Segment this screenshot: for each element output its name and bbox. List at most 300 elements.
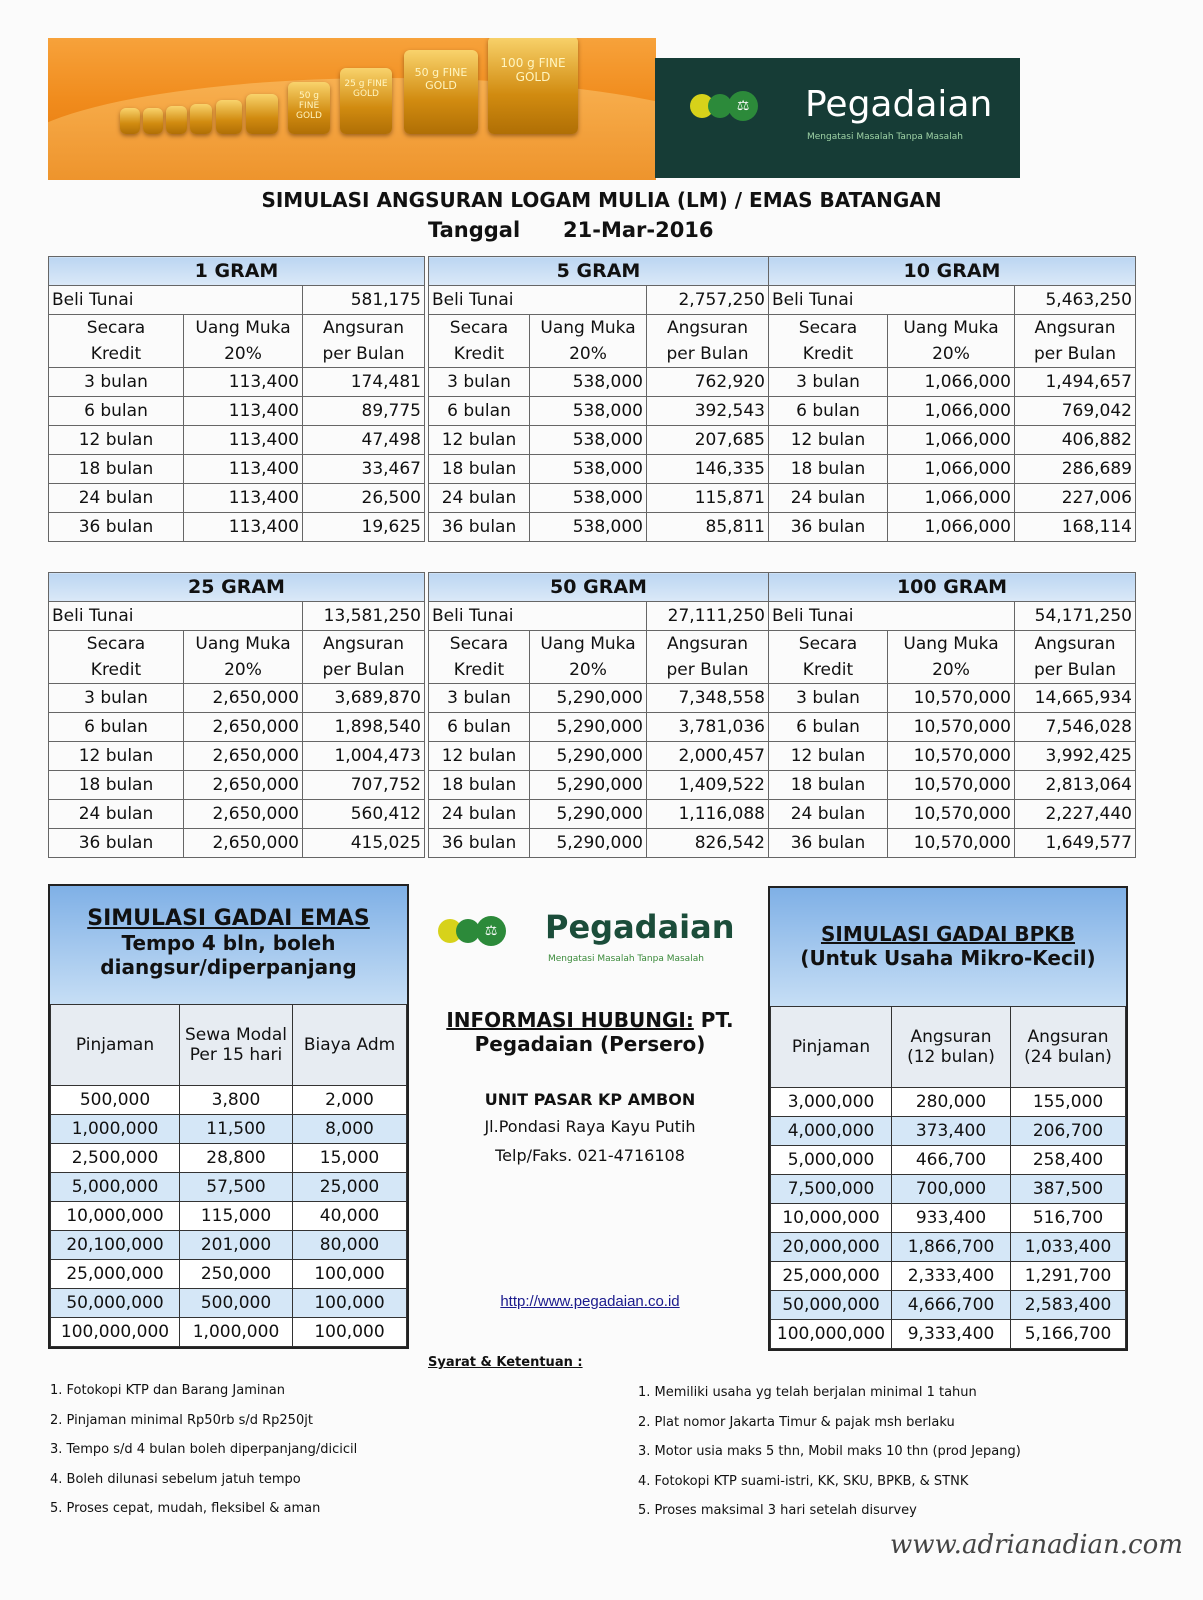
- col-header: Secara Kredit: [49, 315, 184, 368]
- loan-amount: 25,000,000: [51, 1260, 180, 1289]
- date-value: 21-Mar-2016: [563, 218, 714, 242]
- down-payment: 113,400: [184, 397, 303, 426]
- monthly-installment: 33,467: [303, 455, 425, 484]
- down-payment: 538,000: [530, 484, 647, 513]
- loan-amount: 4,000,000: [771, 1117, 892, 1146]
- monthly-installment: 406,882: [1015, 426, 1136, 455]
- brand-tagline: Mengatasi Masalah Tanpa Masalah: [548, 954, 704, 964]
- loan-amount: 5,000,000: [51, 1173, 180, 1202]
- terms-item: 2. Pinjaman minimal Rp50rb s/d Rp250jt: [50, 1412, 313, 1428]
- terms-item: 3. Motor usia maks 5 thn, Mobil maks 10 thn (prod Jepang): [638, 1444, 1021, 1459]
- value-col-2: 1,000,000: [180, 1318, 293, 1347]
- monthly-installment: 14,665,934: [1015, 684, 1136, 713]
- tenor: 36 bulan: [429, 829, 530, 858]
- loan-amount: 10,000,000: [51, 1202, 180, 1231]
- terms-item: 1. Memiliki usaha yg telah berjalan minimal 1 tahun: [638, 1385, 977, 1400]
- monthly-installment: 146,335: [647, 455, 769, 484]
- terms-item: 1. Fotokopi KTP dan Barang Jaminan: [50, 1383, 285, 1398]
- terms-item: 5. Proses cepat, mudah, fleksibel & aman: [50, 1501, 321, 1516]
- down-payment: 1,066,000: [888, 426, 1015, 455]
- down-payment: 1,066,000: [888, 455, 1015, 484]
- down-payment: 538,000: [530, 426, 647, 455]
- value-col-3: 1,033,400: [1011, 1233, 1126, 1262]
- beli-tunai-value: 27,111,250: [647, 602, 769, 631]
- col-header: Pinjaman: [51, 1005, 180, 1086]
- table-row: [429, 771, 769, 800]
- down-payment: 5,290,000: [530, 713, 647, 742]
- brand-tagline: Mengatasi Masalah Tanpa Masalah: [807, 132, 963, 142]
- monthly-installment: 2,227,440: [1015, 800, 1136, 829]
- tenor: 12 bulan: [429, 426, 530, 455]
- col-header: Secara Kredit: [49, 631, 184, 684]
- tenor: 3 bulan: [769, 368, 888, 397]
- col-header: Uang Muka 20%: [184, 631, 303, 684]
- loan-amount: 7,500,000: [771, 1175, 892, 1204]
- gold-bar: [190, 104, 212, 134]
- value-col-3: 258,400: [1011, 1146, 1126, 1175]
- value-col-3: 5,166,700: [1011, 1320, 1126, 1349]
- value-col-3: 80,000: [293, 1231, 407, 1260]
- monthly-installment: 1,116,088: [647, 800, 769, 829]
- tenor: 18 bulan: [769, 771, 888, 800]
- beli-tunai-label: Beli Tunai: [769, 602, 1015, 631]
- down-payment: 113,400: [184, 426, 303, 455]
- beli-tunai-label: Beli Tunai: [429, 286, 647, 315]
- table-row: [49, 800, 425, 829]
- col-header: Secara Kredit: [429, 315, 530, 368]
- table-row: [49, 455, 425, 484]
- date-label: Tanggal: [428, 218, 521, 242]
- tenor: 3 bulan: [429, 368, 530, 397]
- terms-title: Syarat & Ketentuan :: [428, 1355, 583, 1370]
- tenor: 18 bulan: [429, 455, 530, 484]
- table-row: [771, 1088, 1126, 1117]
- value-col-2: 9,333,400: [892, 1320, 1011, 1349]
- down-payment: 10,570,000: [888, 713, 1015, 742]
- tenor: 36 bulan: [49, 829, 184, 858]
- value-col-2: 933,400: [892, 1204, 1011, 1233]
- beli-tunai-value: 5,463,250: [1015, 286, 1136, 315]
- monthly-installment: 286,689: [1015, 455, 1136, 484]
- tenor: 6 bulan: [49, 713, 184, 742]
- down-payment: 5,290,000: [530, 771, 647, 800]
- beli-tunai-value: 581,175: [303, 286, 425, 315]
- value-col-3: 2,000: [293, 1086, 407, 1115]
- tenor: 6 bulan: [769, 397, 888, 426]
- tenor: 6 bulan: [429, 713, 530, 742]
- col-header: Angsuran per Bulan: [1015, 631, 1136, 684]
- monthly-installment: 1,409,522: [647, 771, 769, 800]
- table-row: [51, 1231, 407, 1260]
- down-payment: 10,570,000: [888, 829, 1015, 858]
- down-payment: 1,066,000: [888, 397, 1015, 426]
- value-col-3: 1,291,700: [1011, 1262, 1126, 1291]
- value-col-2: 115,000: [180, 1202, 293, 1231]
- down-payment: 538,000: [530, 513, 647, 542]
- value-col-2: 28,800: [180, 1144, 293, 1173]
- table-row: [49, 368, 425, 397]
- monthly-installment: 2,000,457: [647, 742, 769, 771]
- table-row: [429, 426, 769, 455]
- table-row: [51, 1289, 407, 1318]
- down-payment: 10,570,000: [888, 800, 1015, 829]
- table-row: [771, 1291, 1126, 1320]
- down-payment: 2,650,000: [184, 829, 303, 858]
- table-row: [49, 684, 425, 713]
- table-row: [429, 742, 769, 771]
- table-row: [429, 713, 769, 742]
- down-payment: 10,570,000: [888, 771, 1015, 800]
- tenor: 3 bulan: [769, 684, 888, 713]
- monthly-installment: 227,006: [1015, 484, 1136, 513]
- table-row: [771, 1146, 1126, 1175]
- col-header: Angsuran per Bulan: [303, 315, 425, 368]
- terms-item: 4. Boleh dilunasi sebelum jatuh tempo: [50, 1471, 301, 1487]
- loan-amount: 20,000,000: [771, 1233, 892, 1262]
- col-header: Angsuran (12 bulan): [892, 1007, 1011, 1088]
- brand-name: Pegadaian: [805, 84, 993, 125]
- value-col-2: 3,800: [180, 1086, 293, 1115]
- col-header: Uang Muka 20%: [888, 315, 1015, 368]
- table-row: [769, 684, 1136, 713]
- col-header: Secara Kredit: [429, 631, 530, 684]
- table-row: [769, 513, 1136, 542]
- col-header: Biaya Adm: [293, 1005, 407, 1086]
- lm-table-title: 1 GRAM: [49, 257, 425, 286]
- gadai-emas-subtitle: Tempo 4 bln, boleh: [121, 931, 336, 955]
- table-row: [429, 368, 769, 397]
- beli-tunai-label: Beli Tunai: [49, 602, 303, 631]
- gadai-bpkb-panel: [768, 886, 1128, 1351]
- value-col-3: 100,000: [293, 1318, 407, 1347]
- value-col-3: 8,000: [293, 1115, 407, 1144]
- table-row: [769, 368, 1136, 397]
- down-payment: 113,400: [184, 368, 303, 397]
- col-header: Uang Muka 20%: [184, 315, 303, 368]
- monthly-installment: 26,500: [303, 484, 425, 513]
- lm-table: [428, 572, 769, 858]
- monthly-installment: 89,775: [303, 397, 425, 426]
- loan-amount: 100,000,000: [771, 1320, 892, 1349]
- table-row: [769, 713, 1136, 742]
- gold-bar: 50 g FINE GOLD: [288, 82, 330, 134]
- table-row: [51, 1202, 407, 1231]
- lm-table: [48, 572, 425, 858]
- tenor: 24 bulan: [429, 484, 530, 513]
- col-header: Uang Muka 20%: [888, 631, 1015, 684]
- monthly-installment: 3,689,870: [303, 684, 425, 713]
- down-payment: 538,000: [530, 397, 647, 426]
- beli-tunai-value: 2,757,250: [647, 286, 769, 315]
- monthly-installment: 2,813,064: [1015, 771, 1136, 800]
- gadai-emas-panel: [48, 884, 409, 1349]
- table-row: [49, 742, 425, 771]
- loan-amount: 5,000,000: [771, 1146, 892, 1175]
- tenor: 24 bulan: [49, 800, 184, 829]
- table-row: [769, 484, 1136, 513]
- gold-bar: 25 g FINE GOLD: [340, 68, 392, 134]
- monthly-installment: 3,992,425: [1015, 742, 1136, 771]
- terms-right-list: [638, 1378, 1021, 1526]
- tenor: 18 bulan: [429, 771, 530, 800]
- tenor: 6 bulan: [769, 713, 888, 742]
- website-link[interactable]: http://www.pegadaian.co.id: [500, 1293, 680, 1310]
- beli-tunai-value: 13,581,250: [303, 602, 425, 631]
- down-payment: 113,400: [184, 484, 303, 513]
- gadai-emas-title: SIMULASI GADAI EMAS: [87, 906, 370, 931]
- tenor: 12 bulan: [49, 426, 184, 455]
- monthly-installment: 7,546,028: [1015, 713, 1136, 742]
- tenor: 18 bulan: [49, 455, 184, 484]
- gold-bar: [166, 106, 187, 134]
- table-row: [49, 397, 425, 426]
- banner-gold-bars: [48, 38, 656, 180]
- pegadaian-logo-icon: ⚖: [438, 916, 506, 946]
- table-row: [769, 771, 1136, 800]
- table-row: [51, 1173, 407, 1202]
- phone: Telp/Faks. 021-4716108: [495, 1146, 685, 1165]
- col-header: Angsuran per Bulan: [1015, 315, 1136, 368]
- value-col-2: 57,500: [180, 1173, 293, 1202]
- monthly-installment: 207,685: [647, 426, 769, 455]
- down-payment: 10,570,000: [888, 684, 1015, 713]
- down-payment: 538,000: [530, 368, 647, 397]
- down-payment: 1,066,000: [888, 513, 1015, 542]
- tenor: 3 bulan: [49, 368, 184, 397]
- down-payment: 5,290,000: [530, 742, 647, 771]
- table-row: [771, 1204, 1126, 1233]
- table-row: [771, 1233, 1126, 1262]
- tenor: 24 bulan: [769, 484, 888, 513]
- value-col-2: 2,333,400: [892, 1262, 1011, 1291]
- table-row: [429, 513, 769, 542]
- lm-table: [48, 256, 425, 542]
- beli-tunai-label: Beli Tunai: [769, 286, 1015, 315]
- terms-left-list: [50, 1376, 357, 1524]
- value-col-2: 700,000: [892, 1175, 1011, 1204]
- tenor: 24 bulan: [49, 484, 184, 513]
- down-payment: 2,650,000: [184, 742, 303, 771]
- down-payment: 2,650,000: [184, 684, 303, 713]
- col-header: Sewa Modal Per 15 hari: [180, 1005, 293, 1086]
- loan-amount: 20,100,000: [51, 1231, 180, 1260]
- col-header: Angsuran per Bulan: [303, 631, 425, 684]
- table-row: [769, 426, 1136, 455]
- beli-tunai-label: Beli Tunai: [49, 286, 303, 315]
- gadai-bpkb-subtitle: (Untuk Usaha Mikro-Kecil): [800, 946, 1096, 970]
- table-row: [429, 455, 769, 484]
- loan-amount: 50,000,000: [51, 1289, 180, 1318]
- table-row: [51, 1115, 407, 1144]
- terms-item: 2. Plat nomor Jakarta Timur & pajak msh berlaku: [638, 1414, 955, 1430]
- monthly-installment: 1,649,577: [1015, 829, 1136, 858]
- value-col-3: 387,500: [1011, 1175, 1126, 1204]
- table-row: [771, 1117, 1126, 1146]
- down-payment: 5,290,000: [530, 829, 647, 858]
- loan-amount: 2,500,000: [51, 1144, 180, 1173]
- monthly-installment: 7,348,558: [647, 684, 769, 713]
- lm-table-title: 100 GRAM: [769, 573, 1136, 602]
- down-payment: 113,400: [184, 513, 303, 542]
- contact-heading: INFORMASI HUBUNGI: PT. Pegadaian (Persero): [446, 1008, 734, 1056]
- tenor: 24 bulan: [769, 800, 888, 829]
- table-row: [49, 713, 425, 742]
- unit-name: UNIT PASAR KP AMBON: [484, 1090, 696, 1109]
- table-row: [429, 800, 769, 829]
- terms-item: 4. Fotokopi KTP suami-istri, KK, SKU, BPKB, & STNK: [638, 1473, 969, 1489]
- table-row: [49, 484, 425, 513]
- tenor: 6 bulan: [429, 397, 530, 426]
- tenor: 12 bulan: [769, 426, 888, 455]
- down-payment: 113,400: [184, 455, 303, 484]
- table-row: [49, 426, 425, 455]
- monthly-installment: 47,498: [303, 426, 425, 455]
- value-col-3: 40,000: [293, 1202, 407, 1231]
- table-row: [51, 1144, 407, 1173]
- value-col-2: 500,000: [180, 1289, 293, 1318]
- table-row: [769, 742, 1136, 771]
- down-payment: 2,650,000: [184, 713, 303, 742]
- gold-bar: [246, 94, 278, 134]
- tenor: 12 bulan: [769, 742, 888, 771]
- lm-table-title: 10 GRAM: [769, 257, 1136, 286]
- table-row: [771, 1320, 1126, 1349]
- beli-tunai-label: Beli Tunai: [429, 602, 647, 631]
- table-row: [769, 800, 1136, 829]
- col-header: Secara Kredit: [769, 631, 888, 684]
- value-col-3: 155,000: [1011, 1088, 1126, 1117]
- tenor: 36 bulan: [769, 513, 888, 542]
- col-header: Angsuran per Bulan: [647, 315, 769, 368]
- monthly-installment: 1,898,540: [303, 713, 425, 742]
- down-payment: 538,000: [530, 455, 647, 484]
- value-col-3: 15,000: [293, 1144, 407, 1173]
- down-payment: 2,650,000: [184, 771, 303, 800]
- tenor: 12 bulan: [49, 742, 184, 771]
- table-row: [769, 397, 1136, 426]
- lm-table: [428, 256, 769, 542]
- loan-amount: 500,000: [51, 1086, 180, 1115]
- gold-bar: [120, 108, 140, 134]
- gadai-emas-table: [50, 1004, 407, 1347]
- down-payment: 10,570,000: [888, 742, 1015, 771]
- loan-amount: 100,000,000: [51, 1318, 180, 1347]
- table-row: [429, 829, 769, 858]
- table-row: [49, 829, 425, 858]
- value-col-2: 4,666,700: [892, 1291, 1011, 1320]
- loan-amount: 1,000,000: [51, 1115, 180, 1144]
- col-header: Secara Kredit: [769, 315, 888, 368]
- tenor: 24 bulan: [429, 800, 530, 829]
- tenor: 36 bulan: [49, 513, 184, 542]
- loan-amount: 25,000,000: [771, 1262, 892, 1291]
- monthly-installment: 560,412: [303, 800, 425, 829]
- col-header: Uang Muka 20%: [530, 315, 647, 368]
- gold-bar: 50 g FINE GOLD: [404, 50, 478, 134]
- value-col-3: 100,000: [293, 1260, 407, 1289]
- gold-bar: [143, 108, 163, 134]
- table-row: [51, 1260, 407, 1289]
- tenor: 36 bulan: [429, 513, 530, 542]
- value-col-3: 25,000: [293, 1173, 407, 1202]
- col-header: Angsuran per Bulan: [647, 631, 769, 684]
- monthly-installment: 115,871: [647, 484, 769, 513]
- tenor: 18 bulan: [769, 455, 888, 484]
- tenor: 18 bulan: [49, 771, 184, 800]
- down-payment: 1,066,000: [888, 484, 1015, 513]
- table-row: [429, 484, 769, 513]
- watermark: www.adrianadian.com: [890, 1530, 1183, 1560]
- beli-tunai-value: 54,171,250: [1015, 602, 1136, 631]
- monthly-installment: 174,481: [303, 368, 425, 397]
- down-payment: 2,650,000: [184, 800, 303, 829]
- lm-table-title: 50 GRAM: [429, 573, 769, 602]
- gadai-bpkb-title: SIMULASI GADAI BPKB: [820, 922, 1076, 946]
- monthly-installment: 1,494,657: [1015, 368, 1136, 397]
- value-col-2: 280,000: [892, 1088, 1011, 1117]
- terms-item: 3. Tempo s/d 4 bulan boleh diperpanjang/dicicil: [50, 1442, 358, 1457]
- table-row: [771, 1262, 1126, 1291]
- value-col-2: 11,500: [180, 1115, 293, 1144]
- table-row: [49, 513, 425, 542]
- monthly-installment: 762,920: [647, 368, 769, 397]
- value-col-2: 250,000: [180, 1260, 293, 1289]
- brand-name: Pegadaian: [545, 908, 735, 946]
- lm-table-title: 5 GRAM: [429, 257, 769, 286]
- monthly-installment: 392,543: [647, 397, 769, 426]
- monthly-installment: 85,811: [647, 513, 769, 542]
- tenor: 12 bulan: [429, 742, 530, 771]
- terms-item: 5. Proses maksimal 3 hari setelah disurvey: [638, 1503, 917, 1518]
- loan-amount: 50,000,000: [771, 1291, 892, 1320]
- tenor: 3 bulan: [429, 684, 530, 713]
- tenor: 3 bulan: [49, 684, 184, 713]
- table-row: [51, 1086, 407, 1115]
- gadai-bpkb-table: [770, 1006, 1126, 1349]
- tenor: 36 bulan: [769, 829, 888, 858]
- table-row: [769, 829, 1136, 858]
- monthly-installment: 1,004,473: [303, 742, 425, 771]
- monthly-installment: 19,625: [303, 513, 425, 542]
- address: Jl.Pondasi Raya Kayu Putih: [484, 1117, 696, 1136]
- table-row: [771, 1175, 1126, 1204]
- value-col-2: 1,866,700: [892, 1233, 1011, 1262]
- monthly-installment: 769,042: [1015, 397, 1136, 426]
- value-col-3: 2,583,400: [1011, 1291, 1126, 1320]
- loan-amount: 3,000,000: [771, 1088, 892, 1117]
- table-row: [429, 397, 769, 426]
- loan-amount: 10,000,000: [771, 1204, 892, 1233]
- table-row: [51, 1318, 407, 1347]
- monthly-installment: 707,752: [303, 771, 425, 800]
- gadai-emas-subtitle-2: diangsur/diperpanjang: [100, 955, 357, 979]
- lm-table: [768, 572, 1136, 858]
- monthly-installment: 826,542: [647, 829, 769, 858]
- banner-brand-panel: [655, 58, 1020, 178]
- gold-bar: [216, 100, 242, 134]
- page-title: SIMULASI ANGSURAN LOGAM MULIA (LM) / EMAS BATANGAN: [261, 188, 942, 212]
- col-header: Angsuran (24 bulan): [1011, 1007, 1126, 1088]
- value-col-2: 373,400: [892, 1117, 1011, 1146]
- tenor: 6 bulan: [49, 397, 184, 426]
- table-row: [429, 684, 769, 713]
- pegadaian-logo-icon: ⚖: [690, 91, 758, 121]
- gold-bar: 100 g FINE GOLD: [488, 38, 578, 134]
- table-row: [769, 455, 1136, 484]
- value-col-2: 201,000: [180, 1231, 293, 1260]
- down-payment: 5,290,000: [530, 684, 647, 713]
- value-col-2: 466,700: [892, 1146, 1011, 1175]
